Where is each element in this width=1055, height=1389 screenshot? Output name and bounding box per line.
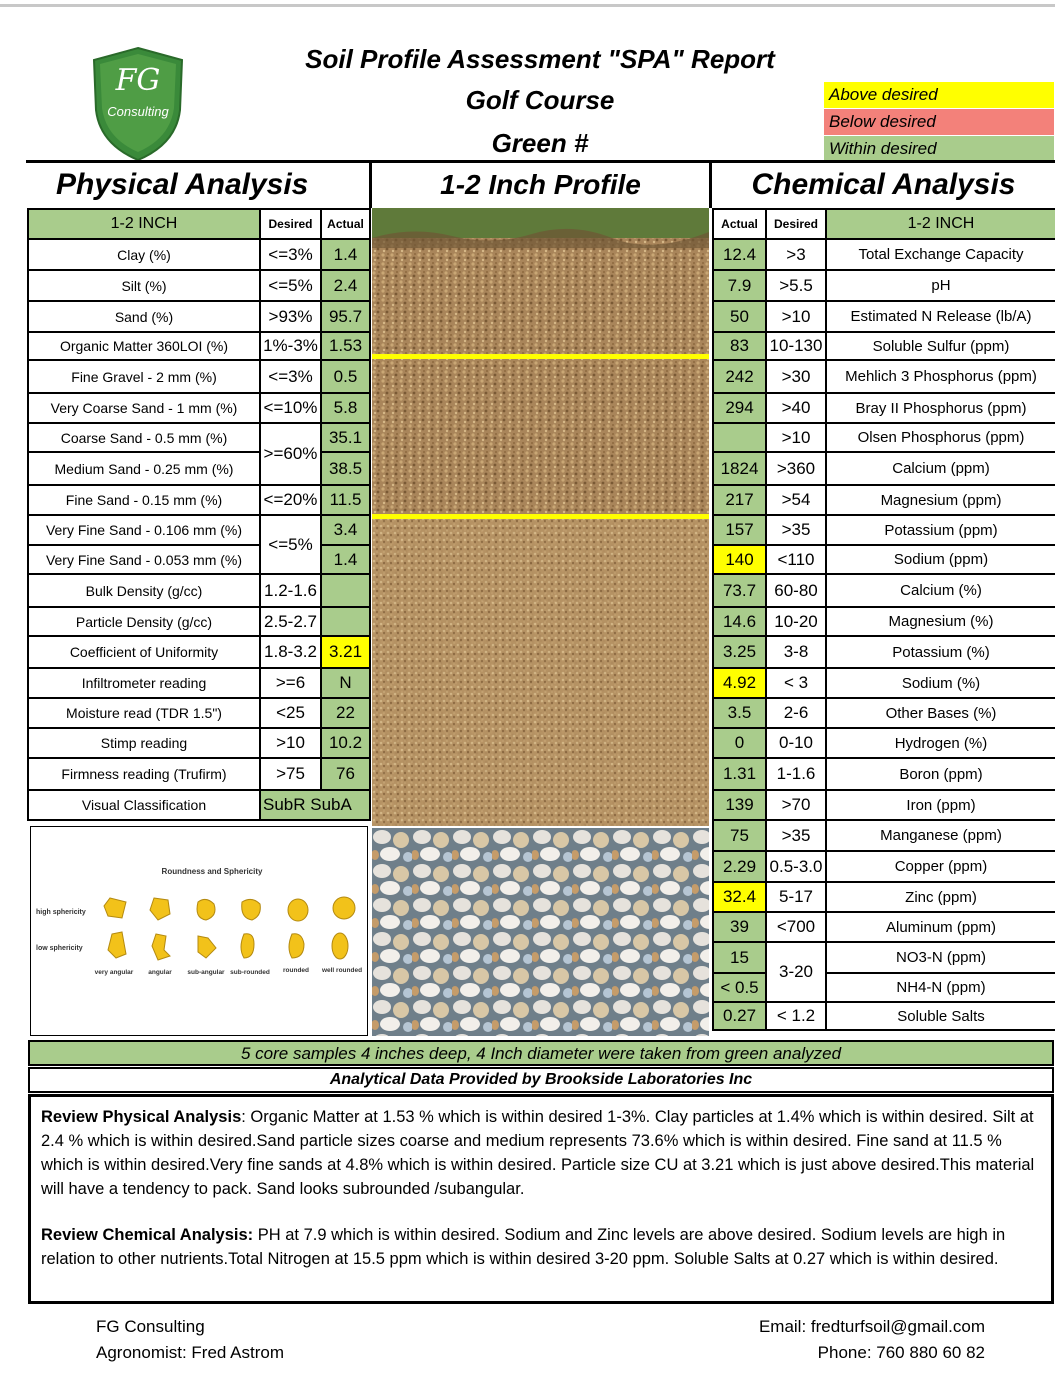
phys-row-actual: 0.5 [321,360,370,393]
phys-row-desired: SubR SubA [260,790,370,820]
phys-row-desired: 1.8-3.2 [260,636,321,668]
chem-header-label: 1-2 INCH [826,209,1055,239]
chem-row-actual: 50 [713,301,766,332]
header-rule [26,160,1055,163]
phys-row-name: Infiltrometer reading [28,668,260,698]
chem-row-name: NO3-N (ppm) [826,942,1055,973]
phys-row-name: Fine Gravel - 2 mm (%) [28,360,260,393]
phys-row-desired: <=10% [260,393,321,423]
chem-row-name: Potassium (%) [826,636,1055,668]
phys-row-name: Visual Classification [28,790,260,820]
logo-sub: Consulting [107,104,169,119]
chem-row-name: Soluble Sulfur (ppm) [826,332,1055,360]
phys-row-desired: 2.5-2.7 [260,607,321,636]
phys-row-actual: 95.7 [321,301,370,332]
chem-row-desired: 0-10 [766,728,826,758]
phys-row-actual: 35.1 [321,423,370,452]
phys-row-name: Very Coarse Sand - 1 mm (%) [28,393,260,423]
fg-shield-logo [90,46,186,162]
chem-row-actual: 0.27 [713,1002,766,1030]
phys-row-name: Sand (%) [28,301,260,332]
top-rule [0,4,1055,7]
phys-row-actual: 10.2 [321,728,370,758]
chem-row-desired: >35 [766,820,826,851]
grain-shape [332,933,348,959]
phys-row-name: Medium Sand - 0.25 mm (%) [28,452,260,485]
phys-row-actual: 1.4 [321,545,370,574]
phys-row-actual: 3.21 [321,636,370,668]
review-chemical-label: Review Chemical Analysis: [41,1226,254,1244]
phys-row-desired: <=5% [260,270,321,301]
samples-note: 5 core samples 4 inches deep, 4 Inch diameter were taken from green analyzed [28,1040,1054,1066]
phys-row-actual: N [321,668,370,698]
physical-table [27,208,371,821]
grain-shape [197,899,215,920]
physical-heading: Physical Analysis [56,168,309,201]
chem-row-desired: 2-6 [766,698,826,728]
phys-row-actual: 5.8 [321,393,370,423]
chem-row-actual: 83 [713,332,766,360]
phys-row-actual: 3.4 [321,515,370,545]
phys-row-actual: 1.4 [321,239,370,270]
chem-header-desired: Desired [766,209,826,239]
phys-row-actual: 38.5 [321,452,370,485]
chem-row-actual [713,423,766,452]
chem-row-actual: 140 [713,545,766,574]
phys-row-name: Bulk Density (g/cc) [28,574,260,607]
phys-row-desired: 1%-3% [260,332,321,360]
chem-row-name: Other Bases (%) [826,698,1055,728]
chem-row-actual: 0 [713,728,766,758]
chem-row-actual: 73.7 [713,574,766,607]
report-subtitle: Golf Course [465,85,615,115]
phys-row-desired: >93% [260,301,321,332]
phys-row-desired: <=20% [260,485,321,515]
col-label: well rounded [321,967,363,974]
phys-row-name: Fine Sand - 0.15 mm (%) [28,485,260,515]
phys-header-label: 1-2 INCH [28,209,260,239]
chem-row-name: Magnesium (%) [826,607,1055,636]
chem-row-desired: <110 [766,545,826,574]
chem-row-desired: >360 [766,452,826,485]
soil-profile-photo [372,208,709,826]
phys-row-desired: >10 [260,728,321,758]
footer-phone[interactable]: Phone: 760 880 60 82 [817,1343,985,1362]
row-label-low: low sphericity [36,945,83,952]
chem-row-actual: 139 [713,790,766,820]
chem-row-desired: 5-17 [766,882,826,912]
col-label: very angular [94,969,134,976]
chem-row-desired: < 3 [766,668,826,698]
review-physical-label: Review Physical Analysis [41,1108,242,1126]
chem-row-actual: 294 [713,393,766,423]
phys-row-desired: <=3% [260,360,321,393]
chem-row-desired: 3-8 [766,636,826,668]
chem-row-desired: >35 [766,515,826,545]
row-label-high: high sphericity [36,909,86,916]
chem-row-name: Manganese (ppm) [826,820,1055,851]
profile-heading: 1-2 Inch Profile [440,169,641,200]
chem-row-desired: >54 [766,485,826,515]
chem-row-actual: 75 [713,820,766,851]
grain-shape [288,899,308,921]
grain-shape [104,898,126,918]
chem-row-name: Potassium (ppm) [826,515,1055,545]
chem-row-actual: 1824 [713,452,766,485]
phys-row-name: Stimp reading [28,728,260,758]
chem-header-actual: Actual [713,209,766,239]
phys-row-desired: <=3% [260,239,321,270]
grain-shape [241,934,254,958]
col-label: angular [148,969,172,976]
chem-row-desired: 10-20 [766,607,826,636]
phys-row-name: Silt (%) [28,270,260,301]
chemical-table [712,208,1055,1031]
chem-row-desired: >5.5 [766,270,826,301]
chem-row-name: Olsen Phosphorus (ppm) [826,423,1055,452]
chem-row-actual: 14.6 [713,607,766,636]
chem-row-name: Hydrogen (%) [826,728,1055,758]
footer-agronomist: Agronomist: Fred Astrom [96,1343,285,1362]
roundness-sphericity-chart [30,826,368,1036]
chem-row-name: Mehlich 3 Phosphorus (ppm) [826,360,1055,393]
phys-row-actual: 76 [321,758,370,790]
col-label: sub-angular [187,969,225,976]
phys-row-name: Moisture read (TDR 1.5") [28,698,260,728]
chem-row-name: Sodium (%) [826,668,1055,698]
chem-row-desired: < 1.2 [766,1002,826,1030]
chem-row-desired: >30 [766,360,826,393]
chem-row-actual: 4.92 [713,668,766,698]
review-chemical [41,1223,1041,1271]
chem-row-name: Total Exchange Capacity [826,239,1055,270]
chem-row-desired: <700 [766,912,826,942]
review-physical-text: : Organic Matter at 1.53 % which is within desired 1-3%. Clay particles at 1.4% which is within desired. Silt at 2.4 % which is within desired.Sand particle sizes coarse and medium represents 73.6% which is within desired. Fine sand at 11.5 % which is within desired.Very fine sands at 4.8% which is within desired. Particle size CU at 3.21 which is just above desired.This material will have a tendency to pack. Sand looks subrounded /subangular. [41,1108,1035,1198]
grain-shape [333,897,355,919]
chem-row-actual: 2.29 [713,851,766,882]
chem-row-actual: 7.9 [713,270,766,301]
chem-row-name: Boron (ppm) [826,758,1055,790]
phys-row-desired: >=6 [260,668,321,698]
phys-row-actual: 22 [321,698,370,728]
chem-row-desired: >10 [766,301,826,332]
phys-row-name: Very Fine Sand - 0.053 mm (%) [28,545,260,574]
chem-row-name: Calcium (%) [826,574,1055,607]
phys-header-actual: Actual [321,209,370,239]
footer-email[interactable]: Email: fredturfsoil@gmail.com [758,1317,985,1336]
phys-row-desired: <=5% [260,515,321,574]
chem-row-actual: 39 [713,912,766,942]
review-box [28,1094,1054,1304]
logo-letters: FG [115,63,161,98]
phys-row-desired: >=60% [260,423,321,485]
chem-row-desired: >40 [766,393,826,423]
chem-row-desired: 60-80 [766,574,826,607]
chem-row-name: Bray II Phosphorus (ppm) [826,393,1055,423]
chem-row-actual: 3.5 [713,698,766,728]
chem-row-name: Magnesium (ppm) [826,485,1055,515]
chem-row-actual: 12.4 [713,239,766,270]
chem-row-name: NH4-N (ppm) [826,973,1055,1002]
phys-row-name: Particle Density (g/cc) [28,607,260,636]
chemical-heading: Chemical Analysis [751,168,1016,201]
review-physical [41,1105,1041,1201]
legend-above: Above desired [824,82,1054,108]
chem-row-name: Soluble Salts [826,1002,1055,1030]
phys-row-desired: >75 [260,758,321,790]
chem-row-desired: 3-20 [766,942,826,1002]
chem-row-actual: 3.25 [713,636,766,668]
chem-row-name: Sodium (ppm) [826,545,1055,574]
report-green: Green # [491,128,589,158]
review-chemical-text: PH at 7.9 which is within desired. Sodium and Zinc levels are above desired. Sodium levels are high in relation to other nutrients.Total Nitrogen at 15.5 ppm which is within desired 3-20 ppm. Soluble Salts at 0.27 which is within desired. [41,1226,1006,1268]
footer-company: FG Consulting [96,1317,205,1336]
phys-row-actual: 1.53 [321,332,370,360]
chem-row-desired: >10 [766,423,826,452]
phys-row-name: Firmness reading (Trufirm) [28,758,260,790]
chem-row-name: Calcium (ppm) [826,452,1055,485]
report-title: Soil Profile Assessment "SPA" Report [305,44,775,74]
chem-row-desired: 10-130 [766,332,826,360]
phys-row-desired: 1.2-1.6 [260,574,321,607]
chem-row-name: Copper (ppm) [826,851,1055,882]
phys-row-desired: <25 [260,698,321,728]
phys-row-name: Coarse Sand - 0.5 mm (%) [28,423,260,452]
chart-title: Roundness and Sphericity [161,867,263,876]
chem-row-actual: < 0.5 [713,973,766,1002]
phys-row-actual: 11.5 [321,485,370,515]
chem-row-name: Zinc (ppm) [826,882,1055,912]
chem-row-actual: 1.31 [713,758,766,790]
lab-note: Analytical Data Provided by Brookside Laboratories Inc [28,1067,1054,1093]
chem-row-actual: 15 [713,942,766,973]
legend-below: Below desired [824,109,1054,135]
chem-row-actual: 157 [713,515,766,545]
chem-row-actual: 32.4 [713,882,766,912]
chem-row-actual: 242 [713,360,766,393]
phys-row-name: Clay (%) [28,239,260,270]
chem-row-desired: >70 [766,790,826,820]
chem-row-desired: >3 [766,239,826,270]
chem-row-name: Estimated N Release (lb/A) [826,301,1055,332]
legend-within: Within desired [824,136,1054,162]
chem-row-name: Aluminum (ppm) [826,912,1055,942]
chem-row-name: pH [826,270,1055,301]
sand-grain-photo [372,828,709,1036]
phys-row-name: Very Fine Sand - 0.106 mm (%) [28,515,260,545]
chem-row-desired: 1-1.6 [766,758,826,790]
phys-row-actual [321,574,370,607]
col-label: rounded [283,967,309,974]
chem-row-actual: 217 [713,485,766,515]
phys-row-actual [321,607,370,636]
phys-row-name: Coefficient of Uniformity [28,636,260,668]
phys-row-name: Organic Matter 360LOI (%) [28,332,260,360]
phys-header-desired: Desired [260,209,321,239]
grain-shape [289,934,304,958]
phys-row-actual: 2.4 [321,270,370,301]
chem-row-name: Iron (ppm) [826,790,1055,820]
chem-row-desired: 0.5-3.0 [766,851,826,882]
col-label: sub-rounded [230,969,270,976]
